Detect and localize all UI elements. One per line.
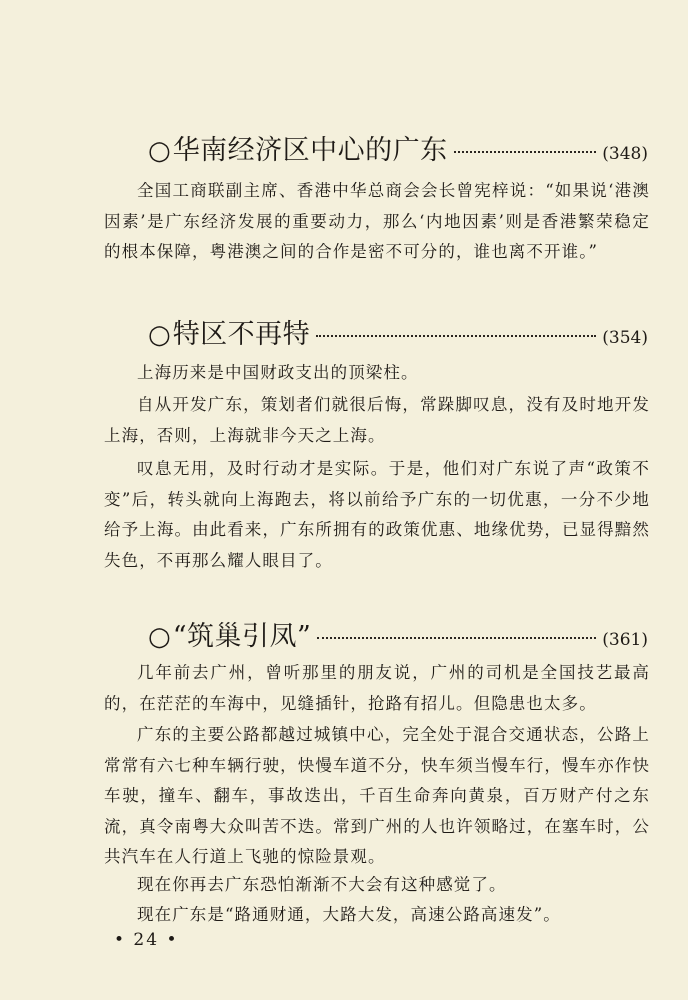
paragraph: 叹息无用，及时行动才是实际。于是，他们对广东说了声“政策不变”后，转头就向上海跑去，将以前给予广东的一切优惠，一分不少地给予上海。由此看来，广东所拥有的政策优惠、地缘优势，已显得黯然失色，不再那么耀人眼目了。 (104, 459, 650, 570)
paragraph: 自从开发广东，策划者们就很后悔，常跺脚叹息，没有及时地开发上海，否则，上海就非今天之上海。 (104, 395, 650, 445)
paragraph: 现在你再去广东恐怕渐渐不大会有这种感觉了。 (137, 875, 507, 894)
circle-bullet-icon: ○ (148, 320, 171, 350)
entry-title-text: “筑巢引凤” (172, 621, 312, 652)
circle-bullet-icon: ○ (148, 136, 171, 166)
entry-title-1 (148, 128, 648, 167)
paragraph: 现在广东是“路通财通，大路大发，高速公路高速发”。 (137, 905, 561, 924)
entry-title-3 (148, 614, 648, 653)
circle-bullet-icon: ○ (148, 622, 171, 652)
dot-leader (317, 637, 596, 639)
entry-title-text: 华南经济区中心的广东 (172, 135, 448, 166)
paragraph: 上海历来是中国财政支出的顶梁柱。 (137, 363, 419, 382)
paragraph: 几年前去广州，曾听那里的朋友说，广州的司机是全国技艺最高的，在茫茫的车海中，见缝插针，抢路有招儿。但隐患也太多。 (104, 663, 650, 713)
entry-title-text: 特区不再特 (172, 319, 311, 350)
entry-title-2 (148, 312, 648, 351)
dot-leader (316, 335, 596, 337)
paragraph: 全国工商联副主席、香港中华总商会会长曾宪梓说：“如果说‘港澳因素’是广东经济发展的重要动力，那么‘内地因素’则是香港繁荣稳定的根本保障，粤港澳之间的合作是密不可分的，谁也离不开谁。” (104, 181, 650, 261)
paragraph: 广东的主要公路都越过城镇中心，完全处于混合交通状态，公路上常常有六七种车辆行驶，快慢车道不分，快车须当慢车行，慢车亦作快车驶，撞车、翻车，事故迭出，千百生命奔向黄泉，百万财产付之东流，真令南粤大众叫苦不迭。常到广州的人也许领略过，在塞车时，公共汽车在人行道上飞驰的惊险景观。 (104, 725, 650, 866)
entry-page-ref: (348) (602, 144, 648, 164)
entry-page-ref: (361) (602, 630, 648, 650)
dot-leader (454, 151, 597, 153)
entry-page-ref: (354) (602, 328, 648, 348)
page-number: • 24 • (114, 930, 179, 950)
